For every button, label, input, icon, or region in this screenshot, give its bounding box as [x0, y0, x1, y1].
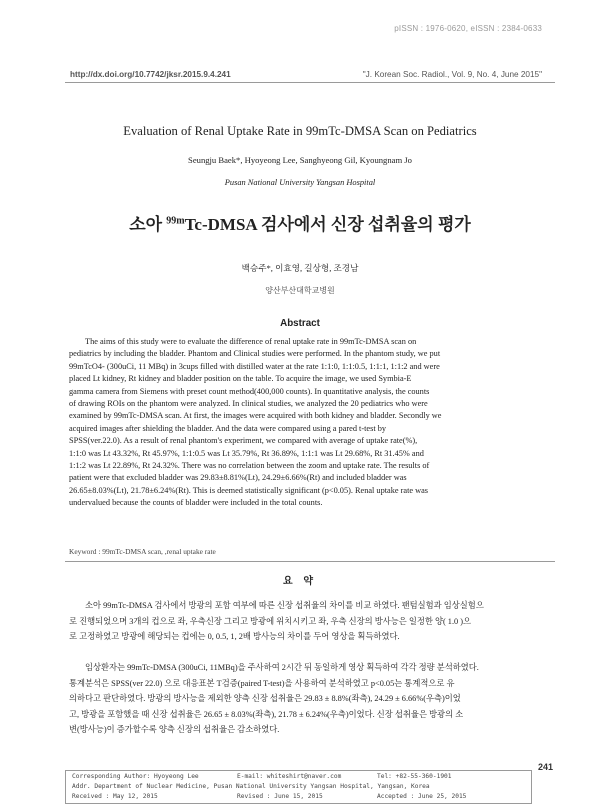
- keywords-divider: [65, 561, 555, 562]
- abstract-line: of drawing ROIs on the phantom were analyzed. In clinical studies, we analyzed the 20 pediatrics who were: [69, 399, 428, 409]
- paper-title-english: Evaluation of Renal Uptake Rate in 99mTc-DMSA Scan on Pediatrics: [123, 124, 477, 138]
- korean-line: 고, 방광을 포함했을 때 신장 섭취율은 26.65 ± 8.03%(좌측), 21.78 ± 6.24%(우측)이었다. 신장 섭취율은 방광의 소: [69, 709, 464, 719]
- abstract-line: SPSS(ver.22.0). As a result of renal phantom's experiment, we compared with average of uptake rate(%),: [69, 436, 418, 446]
- title-korean-suffix: Tc-DMSA 검사에서 신장 섭취율의 평가: [184, 215, 471, 234]
- page-number: 241: [538, 762, 554, 772]
- abstract-line: examined by 99mTc-DMSA scan. At first, the images were acquired with both kidney and bladder. Secondly we: [69, 411, 442, 421]
- corresponding-author-box: [65, 770, 532, 804]
- korean-abstract-paragraph-2: [69, 660, 535, 738]
- abstract-line: placed Lt kidney, Rt kidney and bladder position on the table. To acquire the image, we used Symbia-E: [69, 374, 412, 384]
- korean-abstract-paragraph-1: [69, 598, 535, 645]
- korean-line: 로 진행되었으며 3개의 컵으로 좌, 우측신장 그리고 방광에 위치시키고 좌, 우측 신장의 방사능은 일정한 양( 1.0 )으: [69, 616, 472, 626]
- issn-text: pISSN : 1976-0620, eISSN : 2384-0633: [394, 24, 542, 33]
- korean-line: 임상환자는 99mTc-DMSA (300uCi, 11MBq)을 주사하여 2시간 뒤 동일하게 영상 획득하여 각각 정량 분석하였다.: [85, 663, 479, 672]
- abstract-line: The aims of this study were to evaluate the difference of renal uptake rate in 99mTc-DMSA scan on: [85, 337, 417, 346]
- affiliation-korean: 양산부산대학교병원: [265, 286, 335, 295]
- journal-citation: "J. Korean Soc. Radiol., Vol. 9, No. 4, June 2015": [362, 70, 542, 79]
- abstract-line: 1:1:0 was Lt 43.32%, Rt 45.97%, 1:1:0.5 was Lt 35.79%, Rt 36.89%, 1:1:1 was Lt 29.68%, Rt 31.45% and: [69, 448, 424, 458]
- korean-line: 의하다고 판단하였다. 방광의 방사능을 제외한 양측 신장 섭취율은 29.83 ± 8.8%(좌측), 24.29 ± 6.66%(우측)이었: [69, 694, 461, 703]
- abstract-line: 99mTcO4- (300uCi, 11 MBq) in 3cups filled with distilled water at the rate 1:1:0, 1:1:0.5, 1:1:1, 1:1:2 and were: [69, 361, 440, 371]
- abstract-line: patient were that excluded bladder was 29.83±8.81%(Lt), 24.29±6.66%(Rt) and included bladder was: [69, 473, 407, 483]
- korean-abstract-heading: 요 약: [282, 576, 318, 587]
- accepted-date: Accepted : June 25, 2015: [377, 793, 467, 800]
- abstract-line: undervalued because the counts of bladder were included in the total counts.: [69, 498, 323, 508]
- affiliation-english: Pusan National University Yangsan Hospital: [224, 178, 376, 187]
- abstract-line: 26.65±8.03%(Lt), 21.78±6.24%(Rt). This is deemed statistically significant (p<0.05). Renal uptake rate was: [69, 485, 429, 495]
- paper-title-korean: [0, 210, 600, 235]
- title-korean-prefix: 소아: [129, 215, 167, 234]
- korean-line: 변(방사능)이 증가할수록 양측 신장의 섭취율은 감소하였다.: [69, 725, 280, 734]
- authors-korean: 백승주*, 이효영, 길상형, 조경남: [241, 263, 359, 273]
- korean-line: 소아 99mTc-DMSA 검사에서 방광의 포함 여부에 따른 신장 섭취율의 차이를 비교 하였다. 팬텀실험과 임상실험으: [85, 601, 484, 610]
- author-address: Addr. Department of Nuclear Medicine, Pusan National University Yangsan Hospital, Yangsan, Korea: [72, 783, 430, 790]
- author-email[interactable]: E-mail: whiteshirt@naver.com: [237, 773, 342, 780]
- abstract-line: acquired images after shielding the bladder. And the data were compared using a pared t-test by: [69, 423, 387, 433]
- keywords: Keyword : 99mTc-DMSA scan, ,renal uptake rate: [69, 547, 216, 556]
- abstract-body: [69, 336, 535, 510]
- doi-link[interactable]: http://dx.doi.org/10.7742/jksr.2015.9.4.241: [70, 70, 231, 79]
- title-korean-superscript: 99m: [166, 215, 185, 227]
- abstract-line: 1:1:2 was Lt 22.89%, Rt 24.32%. There was no correlation between the zoom and uptake rate. The results of: [69, 461, 430, 471]
- korean-line: 통계분석은 SPSS(ver 22.0) 으로 대응표본 T검증(paired T-test)을 사용하여 분석하였고 p<0.05는 통계적으로 유: [69, 678, 455, 688]
- revised-date: Revised : June 15, 2015: [237, 793, 323, 800]
- header-divider: [65, 82, 555, 83]
- abstract-line: gamma camera from Siemens with preset count method(400,000 counts). In quantitative analysis, the counts: [69, 386, 430, 396]
- corresponding-author: Corresponding Author: Hyoyeong Lee: [72, 773, 199, 780]
- authors-english: Seungju Baek*, Hyoyeong Lee, Sanghyeong Gil, Kyoungnam Jo: [188, 155, 412, 165]
- abstract-line: pediatrics by including the bladder. Phantom and Clinical studies were performed. In the phantom study, we put: [69, 349, 441, 359]
- received-date: Received : May 12, 2015: [72, 793, 158, 800]
- abstract-heading: Abstract: [280, 318, 320, 329]
- korean-line: 로 고정하였고 방광에 해당되는 컵에는 0, 0.5, 1, 2배 방사능의 차이를 두어 영상을 획득하였다.: [69, 632, 400, 641]
- author-phone: Tel: +82-55-360-1901: [377, 773, 452, 780]
